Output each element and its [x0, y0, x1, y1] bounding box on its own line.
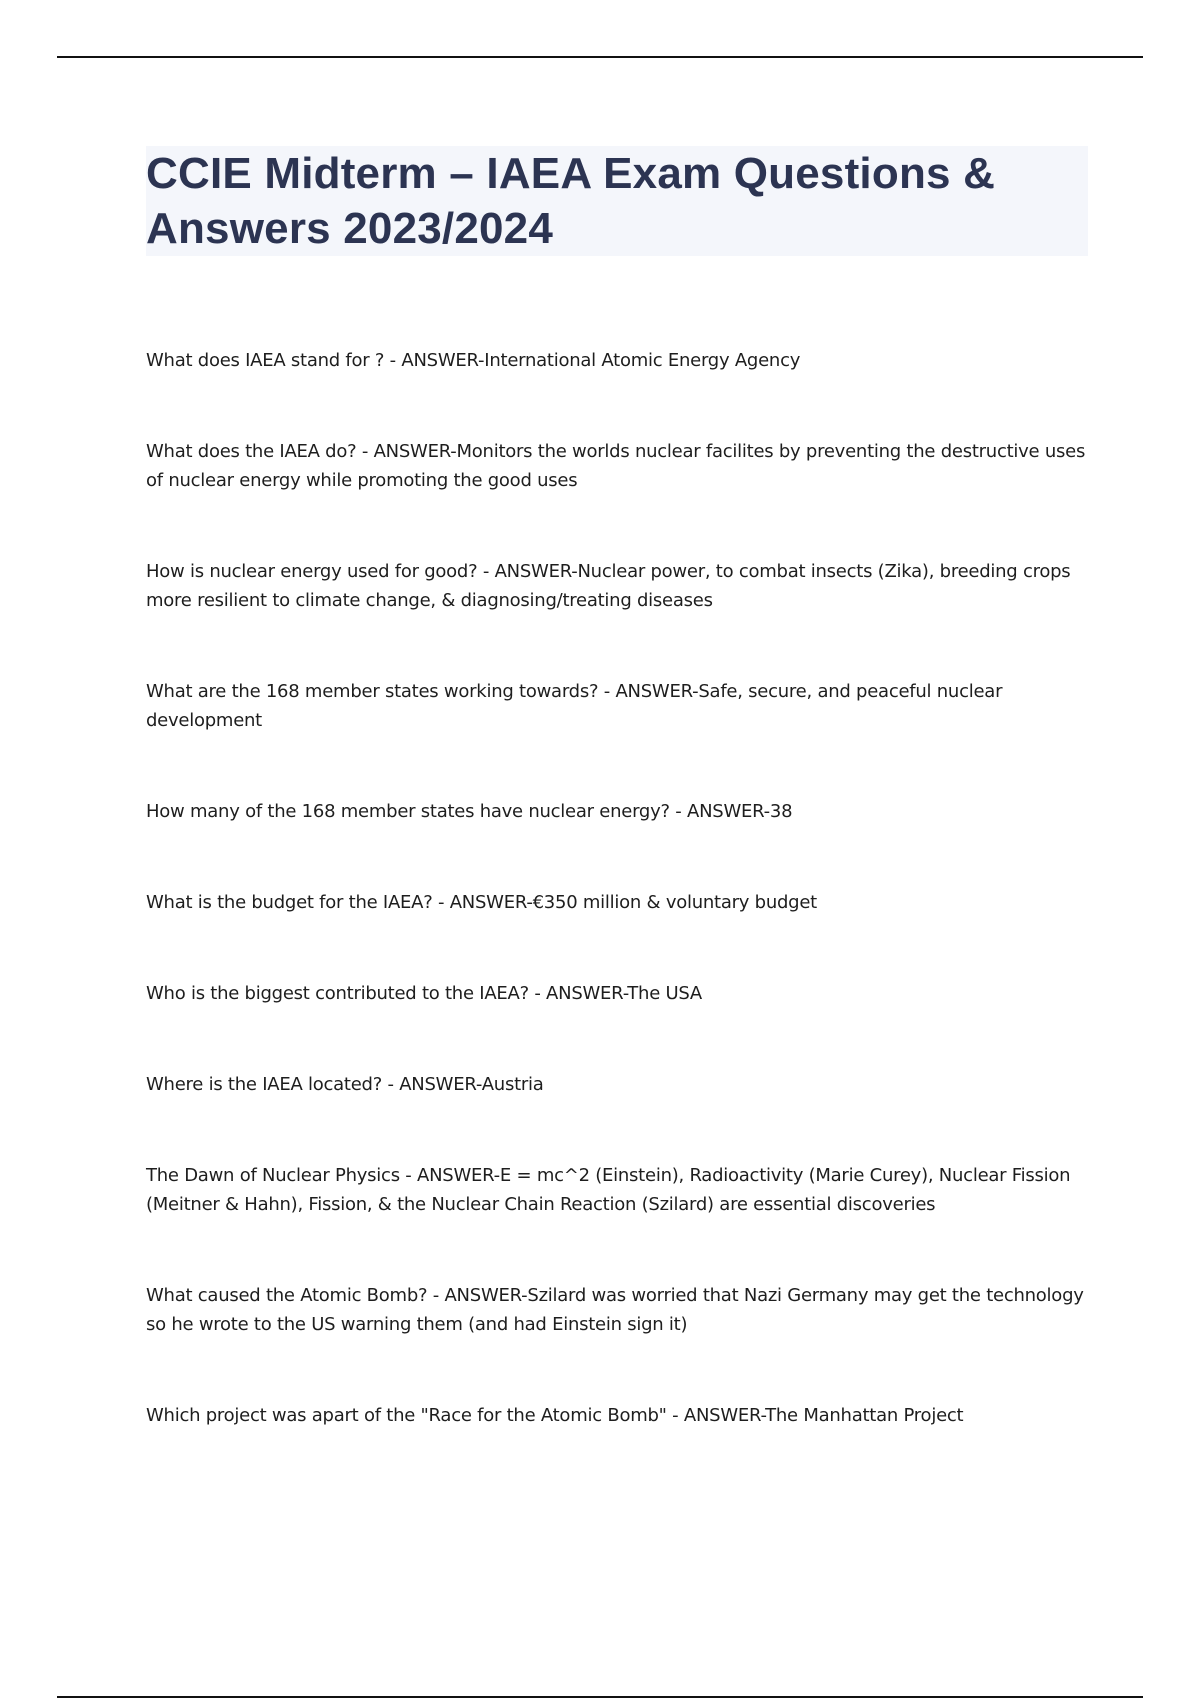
qa-item: What are the 168 member states working towards? - ANSWER-Safe, secure, and peaceful nuclear development	[146, 681, 1003, 731]
title-banner	[146, 146, 1088, 256]
top-divider	[57, 56, 1143, 58]
qa-item: What caused the Atomic Bomb? - ANSWER-Szilard was worried that Nazi Germany may get the technology so he wrote to the US warning them (and had Einstein sign it)	[146, 1285, 1084, 1335]
qa-item: The Dawn of Nuclear Physics - ANSWER-E = mc^2 (Einstein), Radioactivity (Marie Curey), Nuclear Fission (Meitner & Hahn), Fission, & the Nuclear Chain Reaction (Szilard) are essential discoveries	[146, 1165, 1071, 1215]
qa-item: Who is the biggest contributed to the IAEA? - ANSWER-The USA	[146, 983, 702, 1004]
qa-item: Which project was apart of the "Race for the Atomic Bomb" - ANSWER-The Manhattan Project	[146, 1405, 964, 1426]
bottom-divider	[57, 1696, 1143, 1698]
qa-list	[146, 346, 1096, 1430]
qa-item: What does IAEA stand for ? - ANSWER-International Atomic Energy Agency	[146, 350, 801, 371]
qa-item: What does the IAEA do? - ANSWER-Monitors the worlds nuclear facilites by preventing the destructive uses of nuclear energy while promoting the good uses	[146, 441, 1086, 491]
qa-item: What is the budget for the IAEA? - ANSWER-€350 million & voluntary budget	[146, 892, 817, 913]
qa-item: Where is the IAEA located? - ANSWER-Austria	[146, 1074, 544, 1095]
page-title: CCIE Midterm – IAEA Exam Questions & Answers 2023/2024	[146, 149, 996, 253]
qa-item: How is nuclear energy used for good? - ANSWER-Nuclear power, to combat insects (Zika), breeding crops more resilient to climate change, & diagnosing/treating diseases	[146, 561, 1071, 611]
qa-item: How many of the 168 member states have nuclear energy? - ANSWER-38	[146, 801, 793, 822]
